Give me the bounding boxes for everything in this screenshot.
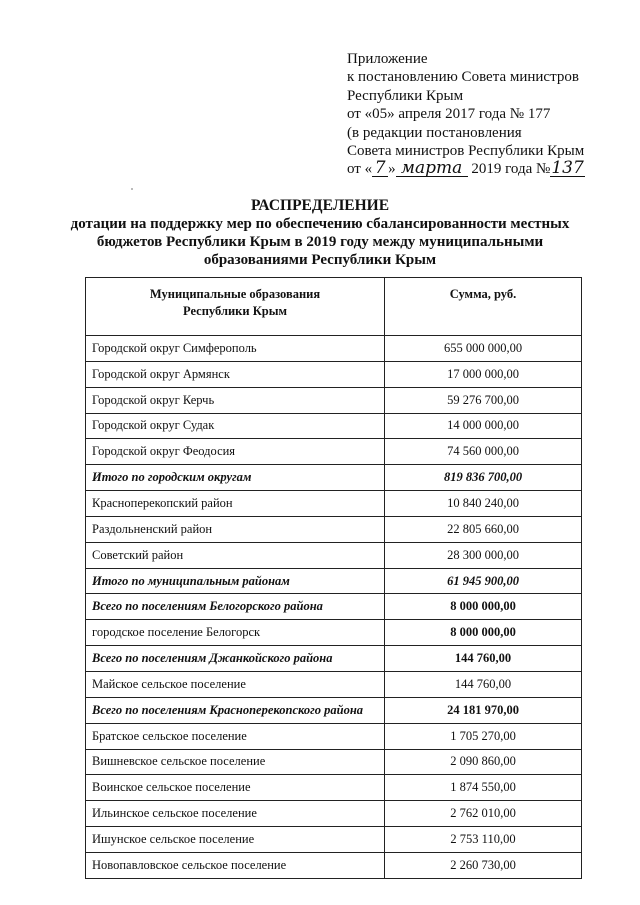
- row-sum: 24 181 970,00: [385, 697, 582, 723]
- row-name: Городской округ Судак: [86, 413, 385, 439]
- row-sum: 8 000 000,00: [385, 594, 582, 620]
- handwritten-day: 7: [372, 160, 388, 177]
- table-row: [86, 671, 582, 697]
- table-row: [86, 336, 582, 362]
- title-line: дотации на поддержку мер по обеспечению сбалансированности местных: [70, 216, 570, 232]
- table-row: [86, 439, 582, 465]
- table-row: [86, 723, 582, 749]
- table-row: [86, 620, 582, 646]
- row-sum: 14 000 000,00: [385, 413, 582, 439]
- row-sum: 61 945 900,00: [385, 568, 582, 594]
- table-row: [86, 801, 582, 827]
- row-sum: 2 762 010,00: [385, 801, 582, 827]
- row-name: Городской округ Симферополь: [86, 336, 385, 362]
- row-sum: 22 805 660,00: [385, 516, 582, 542]
- row-sum: 144 760,00: [385, 646, 582, 672]
- table-row-total: [86, 568, 582, 594]
- table-row: [86, 491, 582, 517]
- row-name: Вишневское сельское поселение: [86, 749, 385, 775]
- header-text: Муниципальные образования: [149, 287, 321, 301]
- row-sum: 655 000 000,00: [385, 336, 582, 362]
- table-row: [86, 361, 582, 387]
- date-year: 2019 года №: [471, 161, 551, 178]
- title-heading: РАСПРЕДЕЛЕНИЕ: [250, 197, 390, 214]
- row-name: Городской округ Керчь: [86, 387, 385, 413]
- table-row: [86, 827, 582, 853]
- row-name: Новопавловское сельское поселение: [86, 852, 385, 878]
- row-sum: 2 753 110,00: [385, 827, 582, 853]
- row-name: Воинское сельское поселение: [86, 775, 385, 801]
- row-sum: 2 090 860,00: [385, 749, 582, 775]
- table-row: [86, 542, 582, 568]
- appendix-line: от «05» апреля 2017 года № 177: [347, 106, 551, 123]
- appendix-line: к постановлению Совета министров: [347, 69, 579, 86]
- appendix-line: Республики Крым: [347, 87, 464, 104]
- row-name: городское поселение Белогорск: [86, 620, 385, 646]
- row-sum: 8 000 000,00: [385, 620, 582, 646]
- row-name: Ишунское сельское поселение: [86, 827, 385, 853]
- appendix-block: [347, 50, 585, 179]
- row-sum: 59 276 700,00: [385, 387, 582, 413]
- appendix-line: Совета министров Республики Крым: [347, 143, 585, 160]
- table-row: [86, 413, 582, 439]
- table-header-row: [86, 278, 582, 336]
- document-title: [0, 197, 640, 269]
- row-name: Всего по поселениям Белогорского района: [86, 594, 385, 620]
- date-quote: »: [388, 161, 396, 178]
- row-name: Красноперекопский район: [86, 491, 385, 517]
- row-name: Городской округ Армянск: [86, 361, 385, 387]
- row-name: Советский район: [86, 542, 385, 568]
- row-sum: 819 836 700,00: [385, 465, 582, 491]
- row-sum: 2 260 730,00: [385, 852, 582, 878]
- table-row: [86, 775, 582, 801]
- row-name: Майское сельское поселение: [86, 671, 385, 697]
- row-sum: 144 760,00: [385, 671, 582, 697]
- row-name: Всего по поселениям Красноперекопского района: [86, 697, 385, 723]
- appendix-line: (в редакции постановления: [347, 124, 522, 141]
- row-name: Итого по муниципальным районам: [86, 568, 385, 594]
- table-row-total: [86, 465, 582, 491]
- table-row-total: [86, 594, 582, 620]
- handwritten-month: марта: [396, 160, 468, 177]
- scan-speck: [131, 188, 133, 190]
- row-name: Братское сельское поселение: [86, 723, 385, 749]
- row-sum: 28 300 000,00: [385, 542, 582, 568]
- date-prefix: от «: [347, 161, 373, 178]
- row-sum: 1 874 550,00: [385, 775, 582, 801]
- table-row: [86, 387, 582, 413]
- row-sum: 1 705 270,00: [385, 723, 582, 749]
- appendix-date-line: [347, 160, 585, 178]
- table-row: [86, 852, 582, 878]
- header-text: Республики Крым: [183, 304, 287, 318]
- header-municipality: [86, 278, 385, 336]
- title-line: образованиями Республики Крым: [203, 252, 437, 268]
- row-name: Городской округ Феодосия: [86, 439, 385, 465]
- row-name: Раздольненский район: [86, 516, 385, 542]
- row-name: Итого по городским округам: [86, 465, 385, 491]
- row-sum: 74 560 000,00: [385, 439, 582, 465]
- row-name: Ильинское сельское поселение: [86, 801, 385, 827]
- table-row-total: [86, 646, 582, 672]
- header-sum: Сумма, руб.: [385, 278, 582, 336]
- row-name: Всего по поселениям Джанкойского района: [86, 646, 385, 672]
- handwritten-number: 137: [551, 158, 584, 179]
- distribution-table: [85, 277, 582, 879]
- row-sum: 10 840 240,00: [385, 491, 582, 517]
- title-line: бюджетов Республики Крым в 2019 году между муниципальными: [96, 234, 544, 250]
- appendix-line: Приложение: [347, 51, 428, 67]
- table-row: [86, 749, 582, 775]
- row-sum: 17 000 000,00: [385, 361, 582, 387]
- table-row: [86, 516, 582, 542]
- table-row-total: [86, 697, 582, 723]
